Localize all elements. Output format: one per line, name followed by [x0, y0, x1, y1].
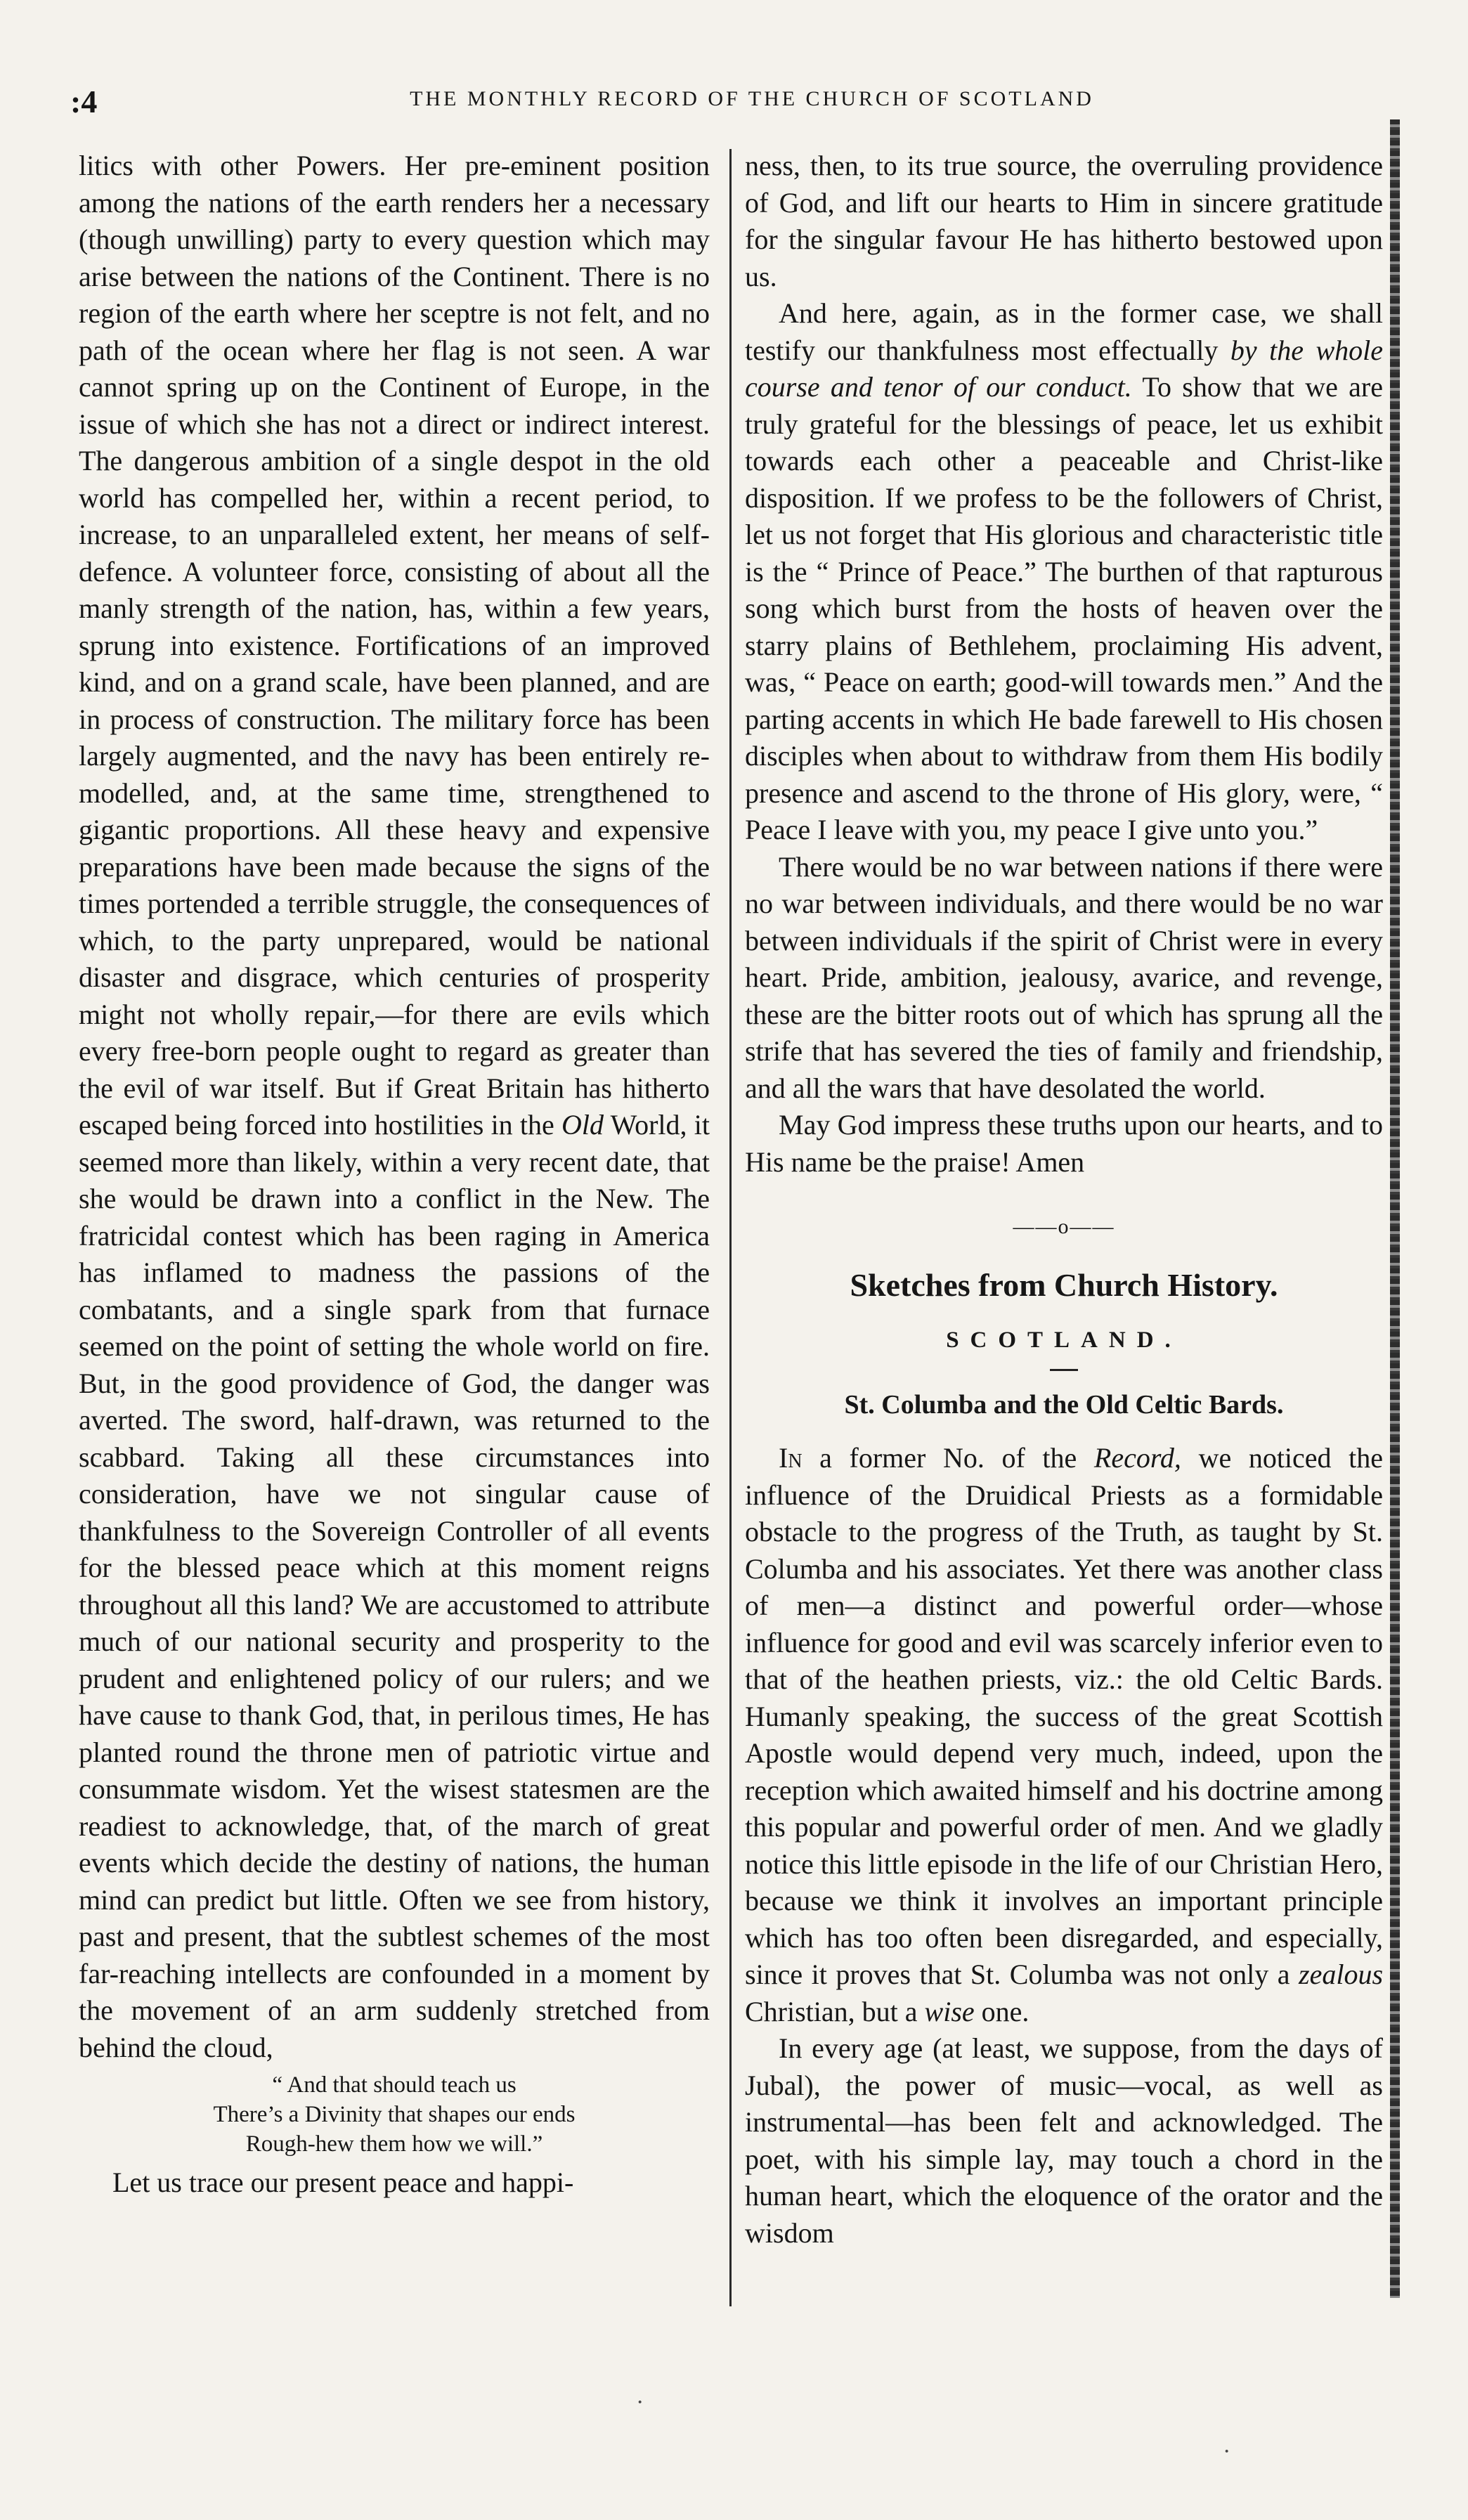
quote-line-1: “ And that should teach us	[272, 2072, 517, 2098]
article-paragraph-1: In a former No. of the Record, we noticed the influence of the Druidical Priests as a formidable obstacle to the progress of the Truth, as taught by St. Columba and his associates. Yet there was another class of men—a distinct and powerful order—whose influence for good and evil was scarcely inferior even to that of the heathen priests, viz.: the old Celtic Bards. Humanly speaking, the success of the great Scottish Apostle would depend very much, indeed, upon the reception which awaited himself and his doctrine among this popular and powerful order of men. And we gladly notice this little episode in the life of our Christian Hero, because we think it involves an important principle which has too often been disregarded, and especially, since it proves that St. Columba was not only a zealous Christian, but a wise one.	[745, 1442, 1384, 2027]
left-column	[79, 148, 710, 2202]
quote-line-2: There’s a Divinity that shapes our ends	[213, 2102, 576, 2127]
left-paragraph-1: litics with other Powers. Her pre-eminent position among the nations of the earth renders her a necessary (though unwilling) party to every question which may arise between the nations of the Continent. There is no region of the earth where her sceptre is not felt, and no path of the ocean where her flag is not seen. A war cannot spring up on the Continent of Europe, in the issue of which she has not a direct or indirect interest. The dangerous ambition of a single despot in the old world has compelled her, within a recent period, to increase, to an unparalleled extent, her means of self-defence. A volunteer force, consisting of about all the manly strength of the nation, has, within a few years, sprung into existence. Fortifications of an improved kind, and on a grand scale, have been planned, and are in process of construction. The military force has been largely augmented, and the navy has been entirely re-modelled, and, at the same time, strengthened to gigantic proportions. All these heavy and expensive preparations have been made because the signs of the times portended a terrible struggle, the consequences of which, to the party unprepared, would be national disaster and disgrace, which centuries of prosperity might not wholly repair,—for there are evils which every free-born people ought to regard as greater than the evil of war itself. But if Great Britain has hitherto escaped being forced into hostilities in the Old World, it seemed more than likely, within a very recent date, that she would be drawn into a conflict in the New. The fratricidal contest which has been raging in America has inflamed to madness the passions of the combatants, and a single spark from that furnace seemed on the point of setting the whole world on fire. But, in the good providence of God, the danger was averted. The sword, half-drawn, was returned to the scabbard. Taking all these circumstances into consideration, have we not singular cause of thankfulness to the Sovereign Controller of all events for the blessed peace which at this moment reigns throughout all this land? We are accustomed to attribute much of our national security and prosperity to the prudent and enlightened policy of our rulers; and we have cause to thank God, that, in perilous times, He has planted round the throne men of patriotic virtue and consummate wisdom. Yet the wisest statesmen are the readiest to acknowledge, that, of the march of great events which decide the destiny of nations, the human mind can predict but little. Often we see from history, past and present, that the subtlest schemes of the most far-reaching intellects are confounded in a moment by the movement of an arm suddenly stretched from behind the cloud,	[79, 150, 710, 2063]
article-title: St. Columba and the Old Celtic Bards.	[844, 1389, 1284, 1420]
section-title: Sketches from Church History.	[850, 1266, 1278, 1303]
column-rule	[729, 149, 732, 2306]
right-paragraph-1: ness, then, to its true source, the overruling providence of God, and lift our hearts to Him in sincere gratitude for the singular favour He has hitherto bestowed upon us.	[745, 150, 1383, 292]
section-divider: ——o——	[1013, 1215, 1115, 1238]
print-speck: ·	[1223, 2438, 1231, 2464]
short-rule	[1050, 1369, 1078, 1371]
right-paragraph-4: May God impress these truths upon our hearts, and to His name be the praise! Amen	[745, 1109, 1383, 1178]
running-head: THE MONTHLY RECORD OF THE CHURCH OF SCOTLAND	[410, 87, 1094, 110]
print-speck: ·	[636, 2389, 644, 2415]
page-number: :4	[70, 84, 98, 119]
left-paragraph-2: Let us trace our present peace and happi-	[112, 2167, 574, 2198]
right-paragraph-3: There would be no war between nations if there were no war between individuals, and there would be no war between individuals if the spirit of Christ were in every heart. Pride, ambition, jealousy, avarice, and revenge, these are the bitter roots out of which has sprung all the strife that has severed the ties of family and friendship, and all the wars that have desolated the world.	[745, 850, 1383, 1104]
page-header	[70, 83, 1391, 125]
poem-quote	[79, 2070, 710, 2159]
right-column	[745, 148, 1383, 2252]
section-country: SCOTLAND.	[946, 1327, 1182, 1353]
quote-line-3: Rough-hew them how we will.”	[245, 2131, 543, 2157]
page-edge-binding	[1390, 119, 1400, 2298]
right-paragraph-2: And here, again, as in the former case, we shall testify our thankfulness most effectually by the whole course and tenor of our conduct. To show that we are truly grateful for the blessings of peace, let us exhibit towards each other a peaceable and Christ-like disposition. If we profess to be the followers of Christ, let us not forget that His glorious and characteristic title is the “ Prince of Peace.” The burthen of that rapturous song which burst from the hosts of heaven over the starry plains of Bethlehem, proclaiming His advent, was, “ Peace on earth; good-will towards men.” And the parting accents in which He bade farewell to His chosen disciples when about to withdraw from them His bodily presence and ascend to the throne of His glory, were, “ Peace I leave with you, my peace I give unto you.”	[745, 297, 1384, 845]
article-paragraph-2: In every age (at least, we suppose, from the days of Jubal), the power of music—vocal, as well as instrumental—has been felt and acknowledged. The poet, with his simple lay, may touch a chord in the human heart, which the eloquence of the orator and the wisdom	[745, 2032, 1383, 2249]
